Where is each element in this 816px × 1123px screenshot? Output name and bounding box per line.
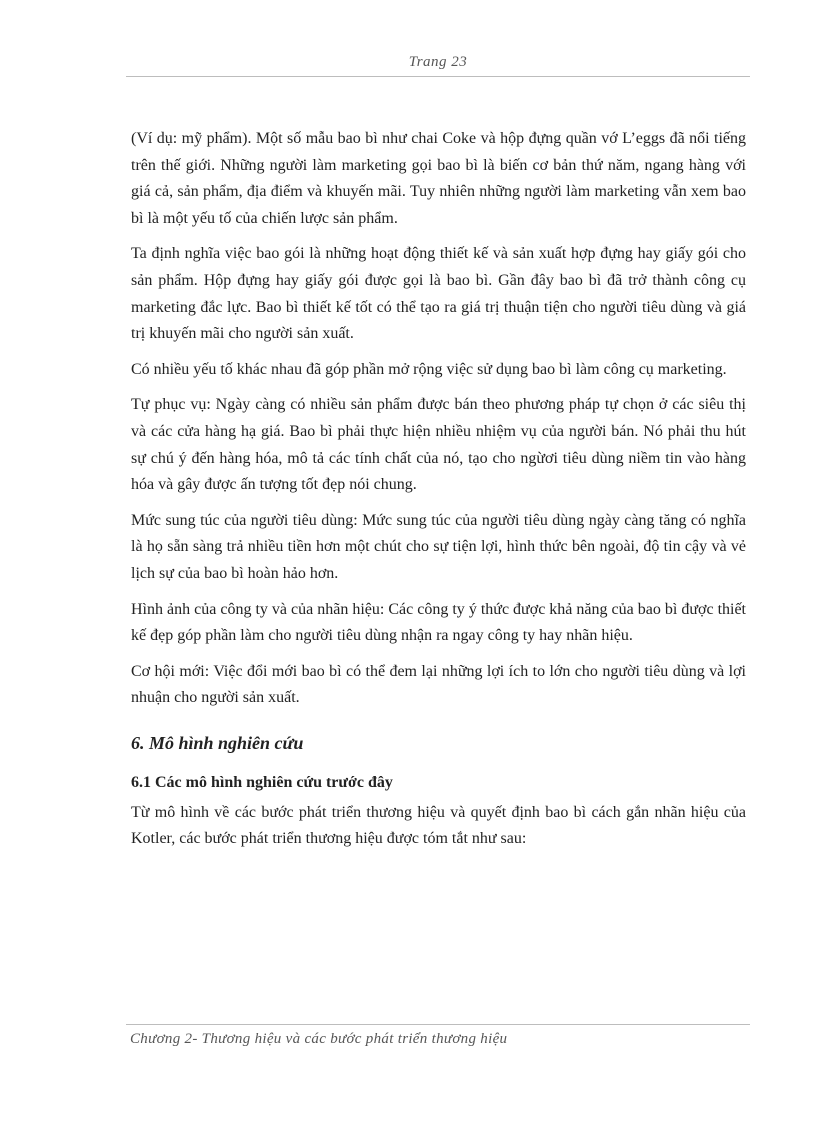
page-footer [126, 1024, 750, 1048]
page-header [126, 52, 750, 77]
paragraph: Mức sung túc của người tiêu dùng: Mức sung túc của người tiêu dùng ngày càng tăng có nghĩa là họ sẵn sàng trả nhiều tiền hơn một chút cho sự tiện lợi, hình thức bên ngoài, độ tin cậy và vẻ lịch sự của bao bì hoàn hảo hơn. [131, 511, 746, 582]
paragraph: Từ mô hình về các bước phát triển thương hiệu và quyết định bao bì cách gắn nhãn hiệu của Kotler, các bước phát triển thương hiệu được tóm tắt như sau: [131, 803, 746, 848]
paragraph: (Ví dụ: mỹ phẩm). Một số mẫu bao bì như chai Coke và hộp đựng quần vớ L’eggs đã nổi tiếng trên thế giới. Những người làm marketing gọi bao bì là biến cơ bản thứ năm, ngang hàng với giá cả, sản phẩm, địa điểm và khuyến mãi. Tuy nhiên những người làm marketing vẫn xem bao bì là một yếu tố của chiến lược sản phẩm. [131, 130, 746, 227]
section-heading: 6. Mô hình nghiên cứu [131, 732, 304, 753]
page-number: Trang 23 [408, 54, 468, 70]
paragraph: Có nhiều yếu tố khác nhau đã góp phần mở rộng việc sử dụng bao bì làm công cụ marketing. [131, 360, 727, 378]
paragraph: Cơ hội mới: Việc đổi mới bao bì có thể đem lại những lợi ích to lớn cho người tiêu dùng và lợi nhuận cho người sản xuất. [131, 662, 746, 707]
paragraph: Tự phục vụ: Ngày càng có nhiều sản phẩm được bán theo phương pháp tự chọn ở các siêu thị và các cửa hàng hạ giá. Bao bì phải thực hiện nhiều nhiệm vụ của người bán. Nó phải thu hút sự chú ý đến hàng hóa, mô tả các tính chất của nó, tạo cho ngừơi tiêu dùng niềm tin vào hàng hóa và gây được ấn tượng tốt đẹp nói chung. [131, 396, 746, 494]
paragraph: Ta định nghĩa việc bao gói là những hoạt động thiết kế và sản xuất hợp đựng hay giấy gói cho sản phẩm. Hộp đựng hay giấy gói được gọi là bao bì. Gần đây bao bì đã trở thành công cụ marketing đắc lực. Bao bì thiết kế tốt có thể tạo ra giá trị thuận tiện cho người tiêu dùng và giá trị khuyến mãi cho người sản xuất. [131, 245, 746, 343]
paragraph: Hình ảnh của công ty và của nhãn hiệu: Các công ty ý thức được khả năng của bao bì được thiết kế đẹp góp phần làm cho người tiêu dùng nhận ra ngay công ty hay nhãn hiệu. [131, 600, 746, 645]
chapter-title: Chương 2- Thương hiệu và các bước phát triển thương hiệu [130, 1031, 508, 1047]
page-content [131, 126, 746, 862]
subsection-heading: 6.1 Các mô hình nghiên cứu trước đây [131, 773, 393, 791]
